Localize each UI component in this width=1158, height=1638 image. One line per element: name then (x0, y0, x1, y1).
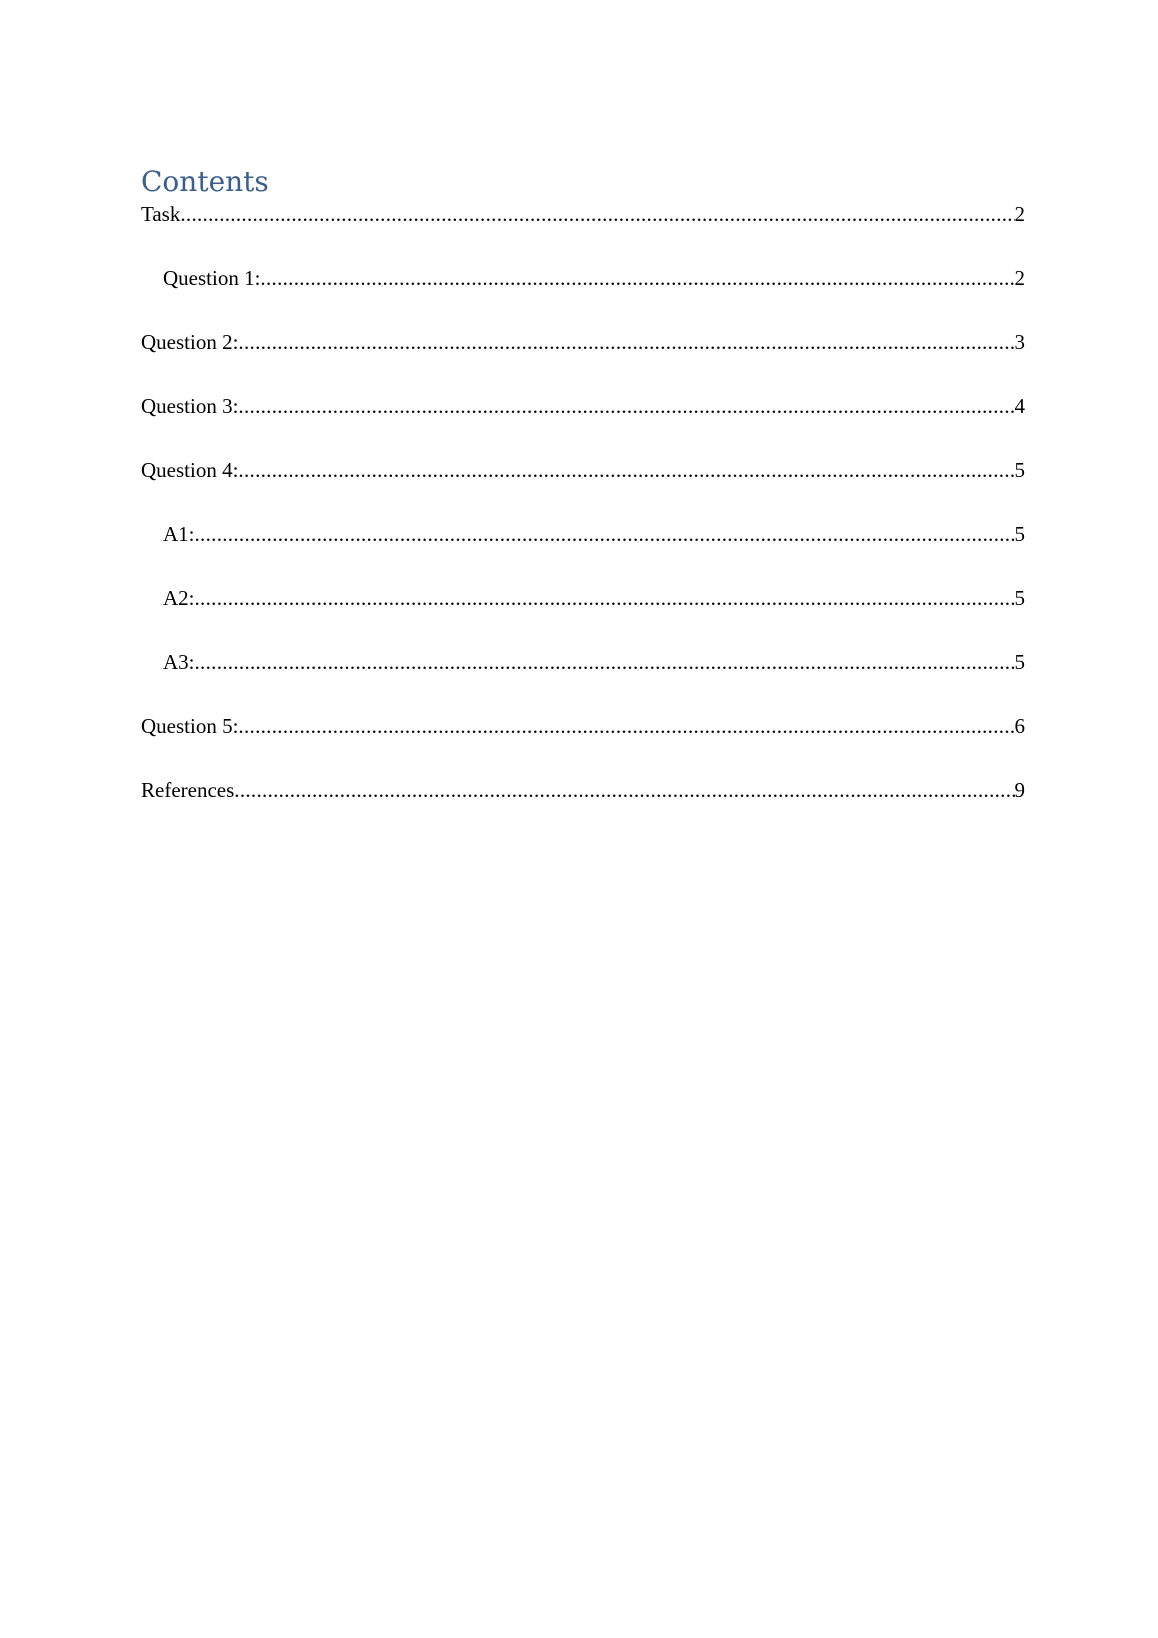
toc-page-number: 9 (1014, 778, 1025, 802)
toc-entry-label: A3: (163, 650, 195, 674)
toc-dot-leader (234, 777, 1014, 803)
toc-dot-leader (195, 649, 1015, 675)
toc-page-number: 5 (1014, 650, 1025, 674)
toc-entry-label: Question 5: (141, 714, 239, 738)
toc-page-number: 4 (1014, 394, 1025, 418)
toc-dot-leader (195, 521, 1015, 547)
toc-title: Contents (141, 165, 269, 198)
toc-page-number: 6 (1014, 714, 1025, 738)
toc-entry-label: Question 3: (141, 394, 239, 418)
toc-entry-label: Question 2: (141, 330, 239, 354)
toc-entry-label: Question 4: (141, 458, 239, 482)
toc-entry-label: Question 1: (163, 266, 261, 290)
toc-dot-leader (238, 457, 1014, 483)
toc-entry-references[interactable] (141, 777, 1025, 841)
toc-dot-leader (180, 201, 1014, 227)
toc-entry-label: A2: (163, 586, 195, 610)
toc-dot-leader (260, 265, 1014, 291)
table-of-contents (141, 201, 1025, 841)
toc-entry-question-2[interactable] (141, 329, 1025, 393)
toc-page-number: 2 (1014, 202, 1025, 226)
toc-entry-label: Task (141, 202, 181, 226)
toc-entry-label: A1: (163, 522, 195, 546)
toc-entry-label: References (141, 778, 235, 802)
toc-entry-question-5[interactable] (141, 713, 1025, 777)
toc-page-number: 3 (1014, 330, 1025, 354)
toc-entry-question-4[interactable] (141, 457, 1025, 521)
toc-page-number: 5 (1014, 522, 1025, 546)
toc-entry-question-3[interactable] (141, 393, 1025, 457)
toc-entry-question-1[interactable] (141, 265, 1025, 329)
toc-page-number: 5 (1014, 458, 1025, 482)
toc-dot-leader (238, 713, 1014, 739)
toc-entry-a1[interactable] (141, 521, 1025, 585)
toc-dot-leader (195, 585, 1015, 611)
toc-dot-leader (238, 393, 1014, 419)
toc-entry-a2[interactable] (141, 585, 1025, 649)
toc-entry-task[interactable] (141, 201, 1025, 265)
toc-page-number: 2 (1014, 266, 1025, 290)
toc-page-number: 5 (1014, 586, 1025, 610)
toc-dot-leader (238, 329, 1014, 355)
toc-entry-a3[interactable] (141, 649, 1025, 713)
